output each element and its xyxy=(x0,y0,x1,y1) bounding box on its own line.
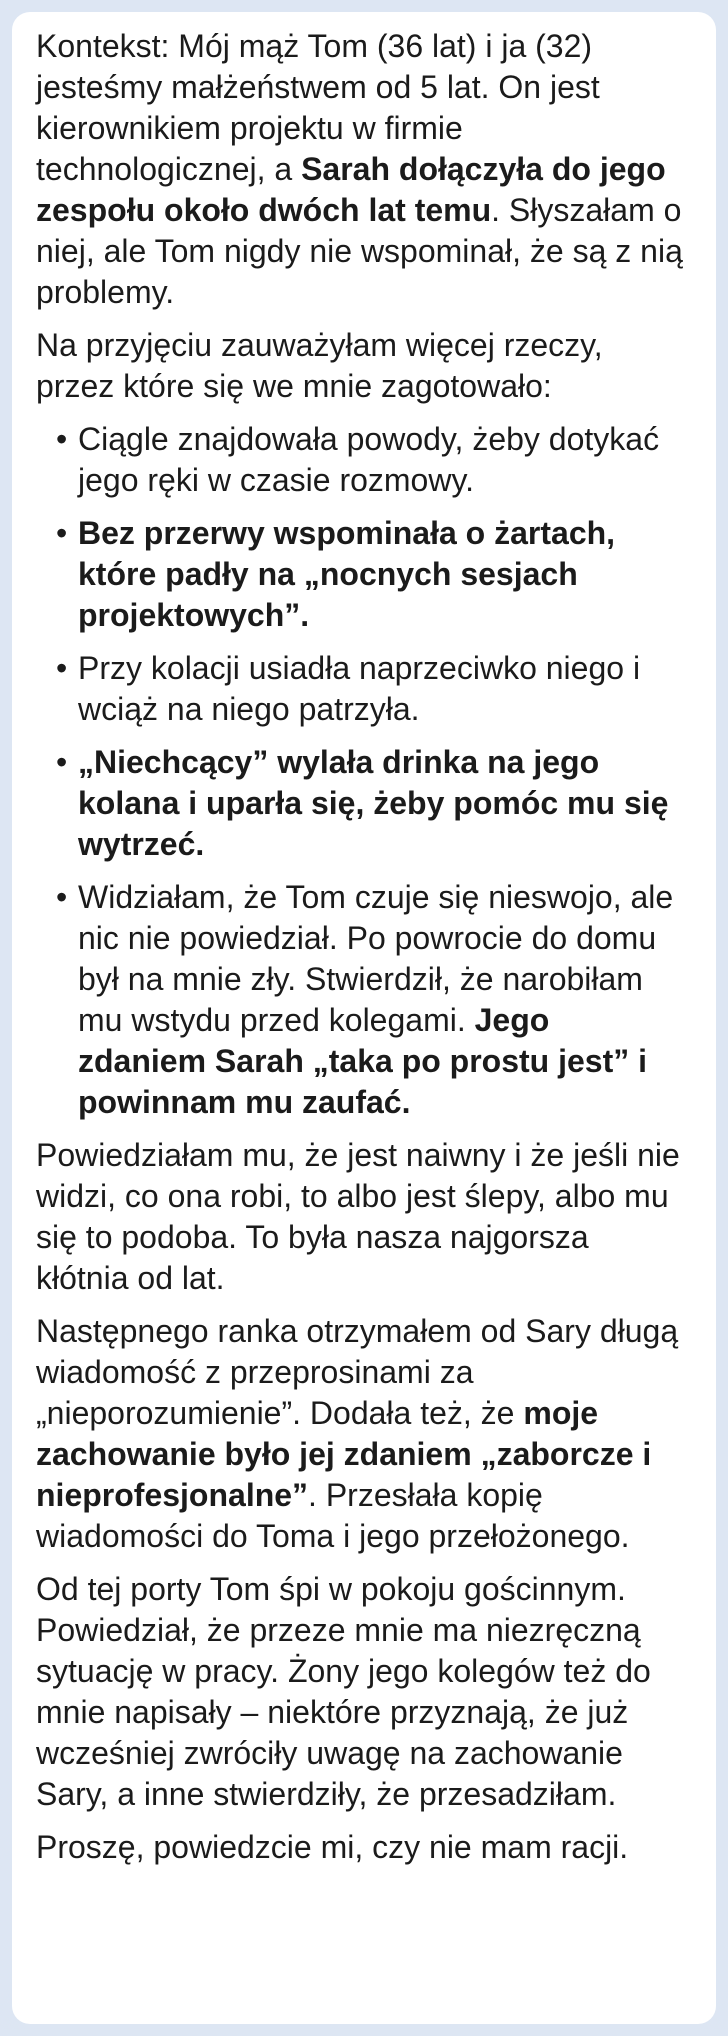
paragraph-party-intro: Na przyjęciu zauważyłam więcej rzeczy, przez które się we mnie zagotowało: xyxy=(36,327,603,404)
paragraph-message-emphasis: moje zachowanie było jej zdaniem „zaborcze i nieprofesjonalne” xyxy=(36,1395,652,1513)
paragraph-context xyxy=(36,26,686,313)
post-card xyxy=(12,12,716,2024)
list-item-text: Widziałam, że Tom czuje się nieswojo, ale nic nie powiedział. Po powrocie do domu był na mnie zły. Stwierdził, że narobiłam mu wstydu przed kolegami. xyxy=(78,879,674,1038)
paragraph-message-text-end: . Przesłała kopię wiadomości do Toma i jego przełożonego. xyxy=(36,1477,630,1554)
paragraph-argument: Powiedziałam mu, że jest naiwny i że jeśli nie widzi, co ona robi, to albo jest ślepy, albo mu się to podoba. To była nasza najgorsza kłótnia od lat. xyxy=(36,1137,680,1296)
paragraph-question: Proszę, powiedzcie mi, czy nie mam racji. xyxy=(36,1829,629,1865)
list-item: • „Niechcący” wylała drinka na jego kolana i uparła się, żeby pomóc mu się wytrzeć. xyxy=(36,742,686,865)
paragraph-context-text: Kontekst: Mój mąż Tom (36 lat) i ja (32) jesteśmy małżeństwem od 5 lat. On jest kierownikiem projektu w firmie technologicznej, a xyxy=(36,28,600,187)
list-item xyxy=(36,877,686,1123)
list-item: • Przy kolacji usiadła naprzeciwko niego i wciąż na niego patrzyła. xyxy=(36,648,686,730)
list-item: • Ciągle znajdowała powody, żeby dotykać jego ręki w czasie rozmowy. xyxy=(36,419,686,501)
list-item: • Bez przerwy wspominała o żartach, które padły na „nocnych sesjach projektowych”. xyxy=(36,513,686,636)
list-item-emphasis: Jego zdaniem Sarah „taka po prostu jest” i powinnam mu zaufać. xyxy=(78,1002,648,1120)
observations-list xyxy=(36,419,686,1123)
paragraph-message-text: Następnego ranka otrzymałem od Sary długą wiadomość z przeprosinami za „nieporozumienie”. Dodała też, że xyxy=(36,1313,679,1431)
paragraph-aftermath: Od tej porty Tom śpi w pokoju gościnnym. Powiedział, że przeze mnie ma niezręczną sytuację w pracy. Żony jego kolegów też do mnie napisały – niektóre przyznają, że już wcześniej zwróciły uwagę na zachowanie Sary, a inne stwierdziły, że przesadziłam. xyxy=(36,1571,651,1812)
paragraph-message xyxy=(36,1311,686,1557)
paragraph-context-emphasis: Sarah dołączyła do jego zespołu około dwóch lat temu xyxy=(36,151,666,228)
paragraph-context-text-end: . Słyszałam o niej, ale Tom nigdy nie wspominał, że są z nią problemy. xyxy=(36,192,683,310)
